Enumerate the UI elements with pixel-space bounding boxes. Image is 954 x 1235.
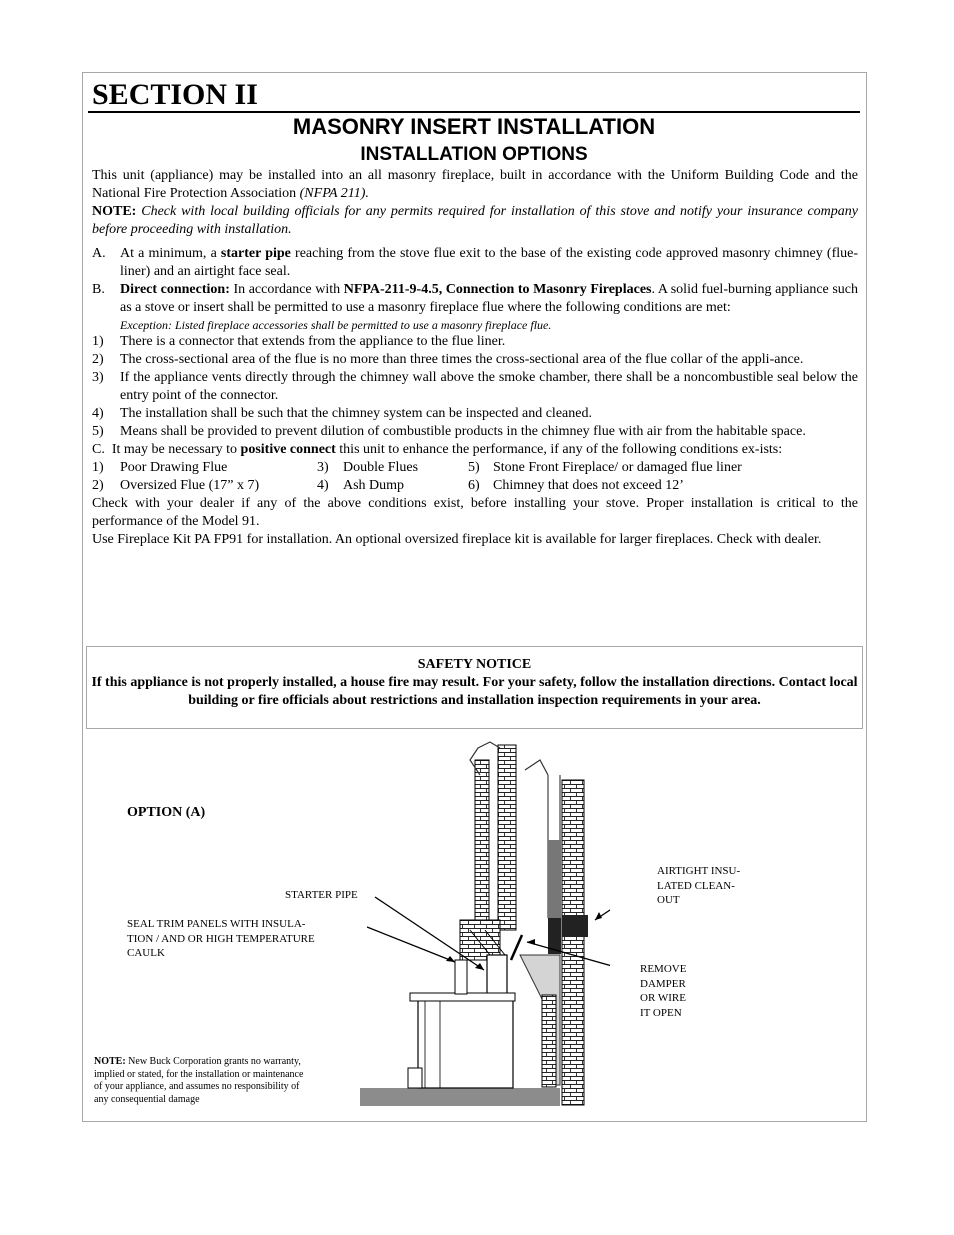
condition-1: 1) There is a connector that extends from the appliance to the flue liner. bbox=[92, 334, 506, 349]
section-title: SECTION II bbox=[92, 78, 258, 111]
chimney-front-wall bbox=[460, 742, 516, 960]
section-rule bbox=[88, 111, 860, 113]
c-conditions-row-1: 1) Poor Drawing Flue 3) Double Flues 5) Stone Front Fireplace/ or damaged flue liner bbox=[92, 460, 742, 475]
sub-title: INSTALLATION OPTIONS bbox=[360, 144, 588, 165]
starter-pipe-label: STARTER PIPE bbox=[285, 889, 358, 901]
item-b-exception: Exception: Listed fireplace accessories shall be permitted to use a masonry fireplace flue. bbox=[120, 318, 552, 332]
intro-paragraph: This unit (appliance) may be installed into an all masonry fireplace, built in accordance with the Uniform Building Code and the National Fire Protection Association (NFPA 211). bbox=[92, 168, 858, 201]
main-title: MASONRY INSERT INSTALLATION bbox=[292, 114, 656, 139]
safety-notice-text: If this appliance is not properly installed, a house fire may result. For your safety, follow the installation directions. Contact local building or fire officials about restrictions and installation inspection requirements in your area. bbox=[91, 675, 858, 708]
fireplace-kit-paragraph: Use Fireplace Kit PA FP91 for installation. An optional oversized fireplace kit is available for larger fireplaces. Check with dealer. bbox=[92, 532, 822, 547]
safety-notice-title: SAFETY NOTICE bbox=[417, 657, 532, 672]
note-paragraph: NOTE: Check with local building officials for any permits required for installation of this stove and notify your insurance company before proceeding with installation. bbox=[92, 204, 858, 237]
safety-notice-box bbox=[86, 646, 863, 729]
seal-trim-label: SEAL TRIM PANELS WITH INSULA- TION / AND OR HIGH TEMPERATURE CAULK bbox=[127, 918, 315, 959]
body-text bbox=[92, 167, 858, 549]
item-c: C. It may be necessary to positive connect this unit to enhance the performance, if any of the following conditions ex-ists: bbox=[92, 442, 783, 457]
airtight-cleanout-label: AIRTIGHT INSU- LATED CLEAN- OUT bbox=[657, 865, 741, 906]
c-conditions-row-2: 2) Oversized Flue (17” x 7) 4) Ash Dump 6) Chimney that does not exceed 12’ bbox=[92, 478, 684, 493]
smoke-chamber bbox=[520, 955, 560, 1087]
warranty-note: NOTE: New Buck Corporation grants no warranty, implied or stated, for the installation or maintenance of your appliance, and assumes no responsibility of any consequential damage bbox=[94, 1056, 304, 1105]
item-b: B. Direct connection: In accordance with NFPA-211-9-4.5, Connection to Masonry Fireplaces. A solid fuel-burning appliance such as a stove or insert shall be permitted to use a masonry fireplace flue where the following conditions are met: bbox=[92, 282, 858, 315]
item-a: A. At a minimum, a starter pipe reaching from the stove flue exit to the base of the existing code approved masonry chimney (flue-liner) and an airtight face seal. bbox=[92, 246, 858, 279]
chimney-back-wall bbox=[562, 780, 584, 1105]
option-a-label: OPTION (A) bbox=[127, 805, 206, 820]
condition-4: 4) The installation shall be such that the chimney system can be inspected and cleaned. bbox=[92, 406, 592, 421]
fireplace-diagram bbox=[350, 735, 610, 1110]
condition-3: 3) If the appliance vents directly through the chimney wall above the smoke chamber, there shall be a noncombustible seal below the entry point of the connector. bbox=[92, 370, 858, 403]
condition-5: 5) Means shall be provided to prevent dilution of combustible products in the chimney flue with air from the habitable space. bbox=[92, 424, 806, 439]
hearth-floor bbox=[360, 1088, 560, 1106]
remove-damper-label: REMOVE DAMPER OR WIRE IT OPEN bbox=[640, 963, 687, 1019]
check-dealer-paragraph: Check with your dealer if any of the above conditions exist, before installing your stove. Proper installation is critical to the performance of the Model 91. bbox=[92, 496, 858, 529]
condition-2: 2) The cross-sectional area of the flue is no more than three times the cross-sectional area of the flue collar of the appli-ance. bbox=[92, 352, 804, 367]
